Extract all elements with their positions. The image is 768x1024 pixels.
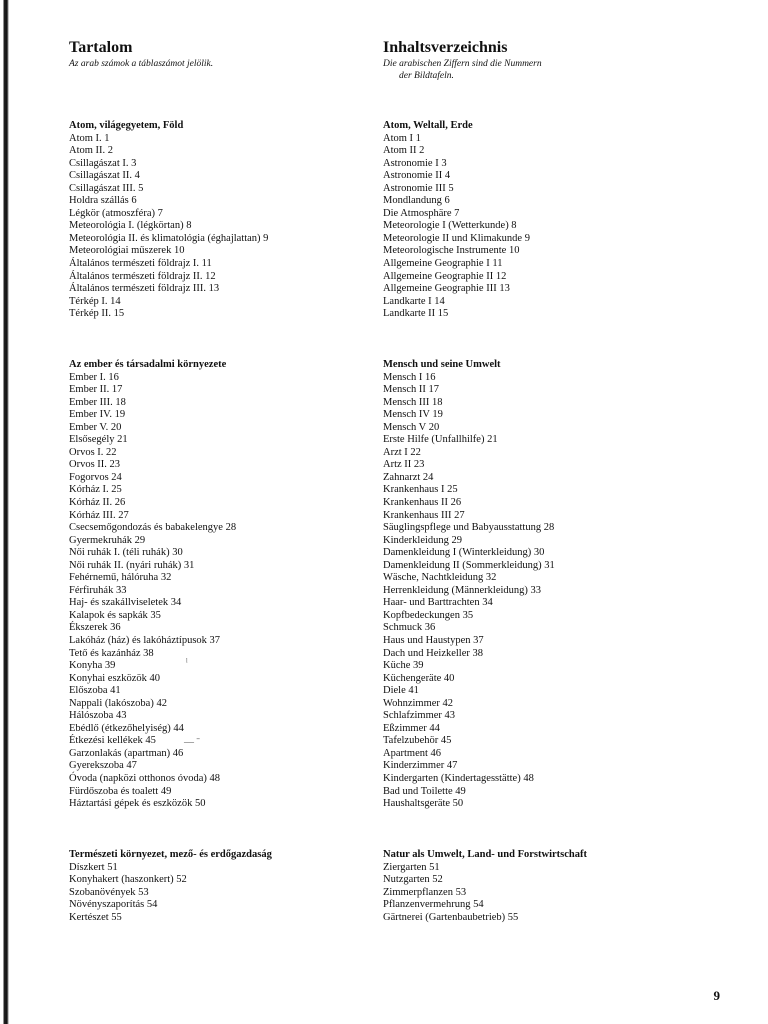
toc-entry: Lakóház (ház) és lakóháztípusok 37 xyxy=(69,634,221,646)
section-items xyxy=(69,372,369,811)
toc-entry: Allgemeine Geographie I 11 xyxy=(383,257,503,269)
toc-entry: Ebédlő (étkezőhelyiség) 44 xyxy=(69,722,184,734)
toc-entry: Nappali (lakószoba) 42 xyxy=(69,697,167,709)
toc-entry: Gyerekszoba 47 xyxy=(69,760,137,772)
toc-entry: Csillagászat II. 4 xyxy=(69,170,140,182)
section-items xyxy=(69,133,369,321)
section-heading: Atom, világegyetem, Föld xyxy=(69,120,184,131)
section-items xyxy=(383,133,713,321)
german-subtitle-line2: der Bildtafeln. xyxy=(399,71,454,81)
stray-mark: ˡ xyxy=(186,657,188,668)
toc-entry: Säuglingspflege und Babyausstattung 28 xyxy=(383,522,555,534)
toc-entry: Landkarte II 15 xyxy=(383,308,449,320)
toc-entry: Csillagászat III. 5 xyxy=(69,182,144,194)
toc-entry: Allgemeine Geographie III 13 xyxy=(383,283,510,295)
toc-entry: Mensch III 18 xyxy=(383,396,443,408)
section-heading: Atom, Weltall, Erde xyxy=(383,120,473,131)
toc-entry: Dach und Heizkeller 38 xyxy=(383,647,484,659)
toc-entry: Eßzimmer 44 xyxy=(383,722,440,734)
toc-entry: Mondlandung 6 xyxy=(383,195,450,207)
toc-entry: Haj- és szakállviseletek 34 xyxy=(69,597,182,609)
section-items xyxy=(69,862,369,925)
toc-entry: Elsősegély 21 xyxy=(69,434,128,446)
toc-entry: Szobanövények 53 xyxy=(69,886,149,898)
toc-entry: Kórház II. 26 xyxy=(69,496,126,508)
toc-entry: Garzonlakás (apartman) 46 xyxy=(69,747,184,759)
toc-entry: Astronomie III 5 xyxy=(383,182,454,194)
toc-entry: Kinderkleidung 29 xyxy=(383,534,463,546)
toc-entry: Atom I 1 xyxy=(383,132,421,144)
toc-entry: Atom I. 1 xyxy=(69,132,110,144)
toc-entry: Meteorologie I (Wetterkunde) 8 xyxy=(383,220,517,232)
toc-entry: Haus und Haustypen 37 xyxy=(383,634,484,646)
toc-entry: Krankenhaus II 26 xyxy=(383,496,462,508)
toc-entry: Zahnarzt 24 xyxy=(383,471,434,483)
hungarian-section-1 xyxy=(69,120,369,321)
toc-entry: Nutzgarten 52 xyxy=(383,874,443,886)
toc-entry: Artz II 23 xyxy=(383,459,425,471)
german-subtitle-line1: Die arabischen Ziffern sind die Nummern xyxy=(383,59,542,69)
hungarian-subtitle: Az arab számok a táblaszámot jelölik. xyxy=(69,59,214,69)
toc-entry: Allgemeine Geographie II 12 xyxy=(383,270,507,282)
toc-entry: Férfiruhák 33 xyxy=(69,584,127,596)
section-heading: Natur als Umwelt, Land- und Forstwirtschaft xyxy=(383,849,587,860)
toc-entry: Krankenhaus III 27 xyxy=(383,509,465,521)
toc-entry: Kindergarten (Kindertagesstätte) 48 xyxy=(383,773,534,784)
toc-entry: Általános természeti földrajz I. 11 xyxy=(69,257,212,269)
page-number: 9 xyxy=(713,988,720,1003)
toc-entry: Mensch V 20 xyxy=(383,421,440,433)
toc-entry: Kalapok és sapkák 35 xyxy=(69,609,161,621)
toc-entry: Damenkleidung I (Winterkleidung) 30 xyxy=(383,547,545,559)
toc-entry: Meteorologie II und Klimakunde 9 xyxy=(383,232,530,244)
toc-entry: Meteorológiai műszerek 10 xyxy=(69,245,185,257)
toc-entry: Általános természeti földrajz III. 13 xyxy=(69,283,220,295)
toc-entry: Wohnzimmer 42 xyxy=(383,697,454,709)
toc-entry: Meteorologische Instrumente 10 xyxy=(383,245,520,257)
toc-entry: Növényszaporítás 54 xyxy=(69,899,158,911)
toc-entry: Étkezési kellékek 45 xyxy=(69,735,156,747)
toc-entry: Ember II. 17 xyxy=(69,384,123,396)
toc-entry: Schlafzimmer 43 xyxy=(383,710,456,722)
toc-entry: Ember III. 18 xyxy=(69,396,126,408)
toc-entry: Csecsemőgondozás és babakelengye 28 xyxy=(69,522,237,534)
toc-entry: Kopfbedeckungen 35 xyxy=(383,609,474,621)
toc-entry: Haushaltsgeräte 50 xyxy=(383,798,464,810)
toc-entry: Hálószoba 43 xyxy=(69,710,127,722)
toc-entry: Wäsche, Nachtkleidung 32 xyxy=(383,572,497,584)
section-heading: Az ember és társadalmi környezete xyxy=(69,359,227,370)
hungarian-title: Tartalom xyxy=(69,39,133,56)
toc-entry: Női ruhák II. (nyári ruhák) 31 xyxy=(69,559,195,571)
toc-entry: Általános természeti földrajz II. 12 xyxy=(69,270,216,282)
toc-entry: Térkép II. 15 xyxy=(69,308,125,320)
toc-entry: Ember IV. 19 xyxy=(69,409,126,421)
toc-entry: Schmuck 36 xyxy=(383,622,436,634)
toc-entry: Fürdőszoba és toalett 49 xyxy=(69,785,172,797)
toc-entry: Diele 41 xyxy=(383,685,419,697)
toc-entry: Kórház III. 27 xyxy=(69,509,129,521)
toc-entry: Die Atmosphäre 7 xyxy=(383,207,460,219)
toc-entry: Háztartási gépek és eszközök 50 xyxy=(69,798,206,810)
toc-entry: Fogorvos 24 xyxy=(69,471,122,483)
toc-entry: Landkarte I 14 xyxy=(383,295,445,307)
german-section-1 xyxy=(383,120,713,321)
toc-entry: Kórház I. 25 xyxy=(69,484,122,496)
toc-entry: Kinderzimmer 47 xyxy=(383,760,458,772)
stray-mark: — ˉ xyxy=(184,737,200,748)
toc-entry: Arzt I 22 xyxy=(383,446,421,458)
toc-entry: Konyha 39 xyxy=(69,660,116,672)
toc-entry: Ékszerek 36 xyxy=(69,622,121,634)
toc-entry: Ember V. 20 xyxy=(69,421,122,433)
toc-entry: Légkör (atmoszféra) 7 xyxy=(69,207,163,219)
toc-entry: Holdra szállás 6 xyxy=(69,195,137,207)
binding-edge xyxy=(0,0,16,1024)
german-title: Inhaltsverzeichnis xyxy=(383,39,508,56)
section-heading: Természeti környezet, mező- és erdőgazdaság xyxy=(69,849,272,860)
toc-entry: Térkép I. 14 xyxy=(69,295,121,307)
hungarian-column xyxy=(69,38,369,923)
toc-entry: Díszkert 51 xyxy=(69,861,118,873)
hungarian-section-3 xyxy=(69,849,369,924)
toc-entry: Orvos I. 22 xyxy=(69,446,117,458)
german-column xyxy=(383,38,713,923)
toc-entry: Küchengeräte 40 xyxy=(383,672,455,684)
toc-entry: Damenkleidung II (Sommerkleidung) 31 xyxy=(383,559,555,571)
toc-entry: Astronomie II 4 xyxy=(383,170,451,182)
toc-entry: Astronomie I 3 xyxy=(383,157,447,169)
toc-entry: Küche 39 xyxy=(383,660,424,672)
section-items xyxy=(383,372,713,811)
toc-entry: Orvos II. 23 xyxy=(69,459,121,471)
toc-entry: Erste Hilfe (Unfallhilfe) 21 xyxy=(383,434,498,446)
toc-entry: Női ruhák I. (téli ruhák) 30 xyxy=(69,547,183,559)
toc-entry: Haar- und Barttrachten 34 xyxy=(383,597,493,609)
toc-entry: Előszoba 41 xyxy=(69,685,121,697)
section-items xyxy=(383,862,713,925)
toc-entry: Csillagászat I. 3 xyxy=(69,157,137,169)
toc-entry: Fehérnemű, hálóruha 32 xyxy=(69,572,172,584)
german-section-3 xyxy=(383,849,713,924)
toc-entry: Konyhai eszközök 40 xyxy=(69,672,160,684)
german-section-2 xyxy=(383,359,713,811)
toc-entry: Tető és kazánház 38 xyxy=(69,647,154,659)
toc-entry: Apartment 46 xyxy=(383,747,442,759)
toc-entry: Ember I. 16 xyxy=(69,371,119,383)
toc-entry: Tafelzubehör 45 xyxy=(383,735,452,747)
section-heading: Mensch und seine Umwelt xyxy=(383,359,501,370)
toc-entry: Zimmerpflanzen 53 xyxy=(383,886,467,898)
toc-entry: Ziergarten 51 xyxy=(383,861,440,873)
toc-entry: Pflanzenvermehrung 54 xyxy=(383,899,484,911)
toc-entry: Meteorológia II. és klimatológia (éghajlattan) 9 xyxy=(69,232,269,244)
toc-entry: Gärtnerei (Gartenbaubetrieb) 55 xyxy=(383,911,519,923)
toc-entry: Meteorológia I. (légkörtan) 8 xyxy=(69,220,192,232)
toc-entry: Konyhakert (haszonkert) 52 xyxy=(69,874,187,886)
toc-entry: Krankenhaus I 25 xyxy=(383,484,458,496)
toc-entry: Kertészet 55 xyxy=(69,911,122,923)
toc-entry: Mensch I 16 xyxy=(383,371,436,383)
toc-entry: Atom II. 2 xyxy=(69,145,114,157)
toc-entry: Herrenkleidung (Männerkleidung) 33 xyxy=(383,584,542,596)
toc-entry: Mensch IV 19 xyxy=(383,409,443,421)
hungarian-section-2 xyxy=(69,359,369,811)
toc-entry: Atom II 2 xyxy=(383,145,425,157)
toc-entry: Bad und Toilette 49 xyxy=(383,785,466,797)
toc-entry: Gyermekruhák 29 xyxy=(69,534,146,546)
toc-entry: Óvoda (napközi otthonos óvoda) 48 xyxy=(69,773,221,784)
toc-entry: Mensch II 17 xyxy=(383,384,439,396)
